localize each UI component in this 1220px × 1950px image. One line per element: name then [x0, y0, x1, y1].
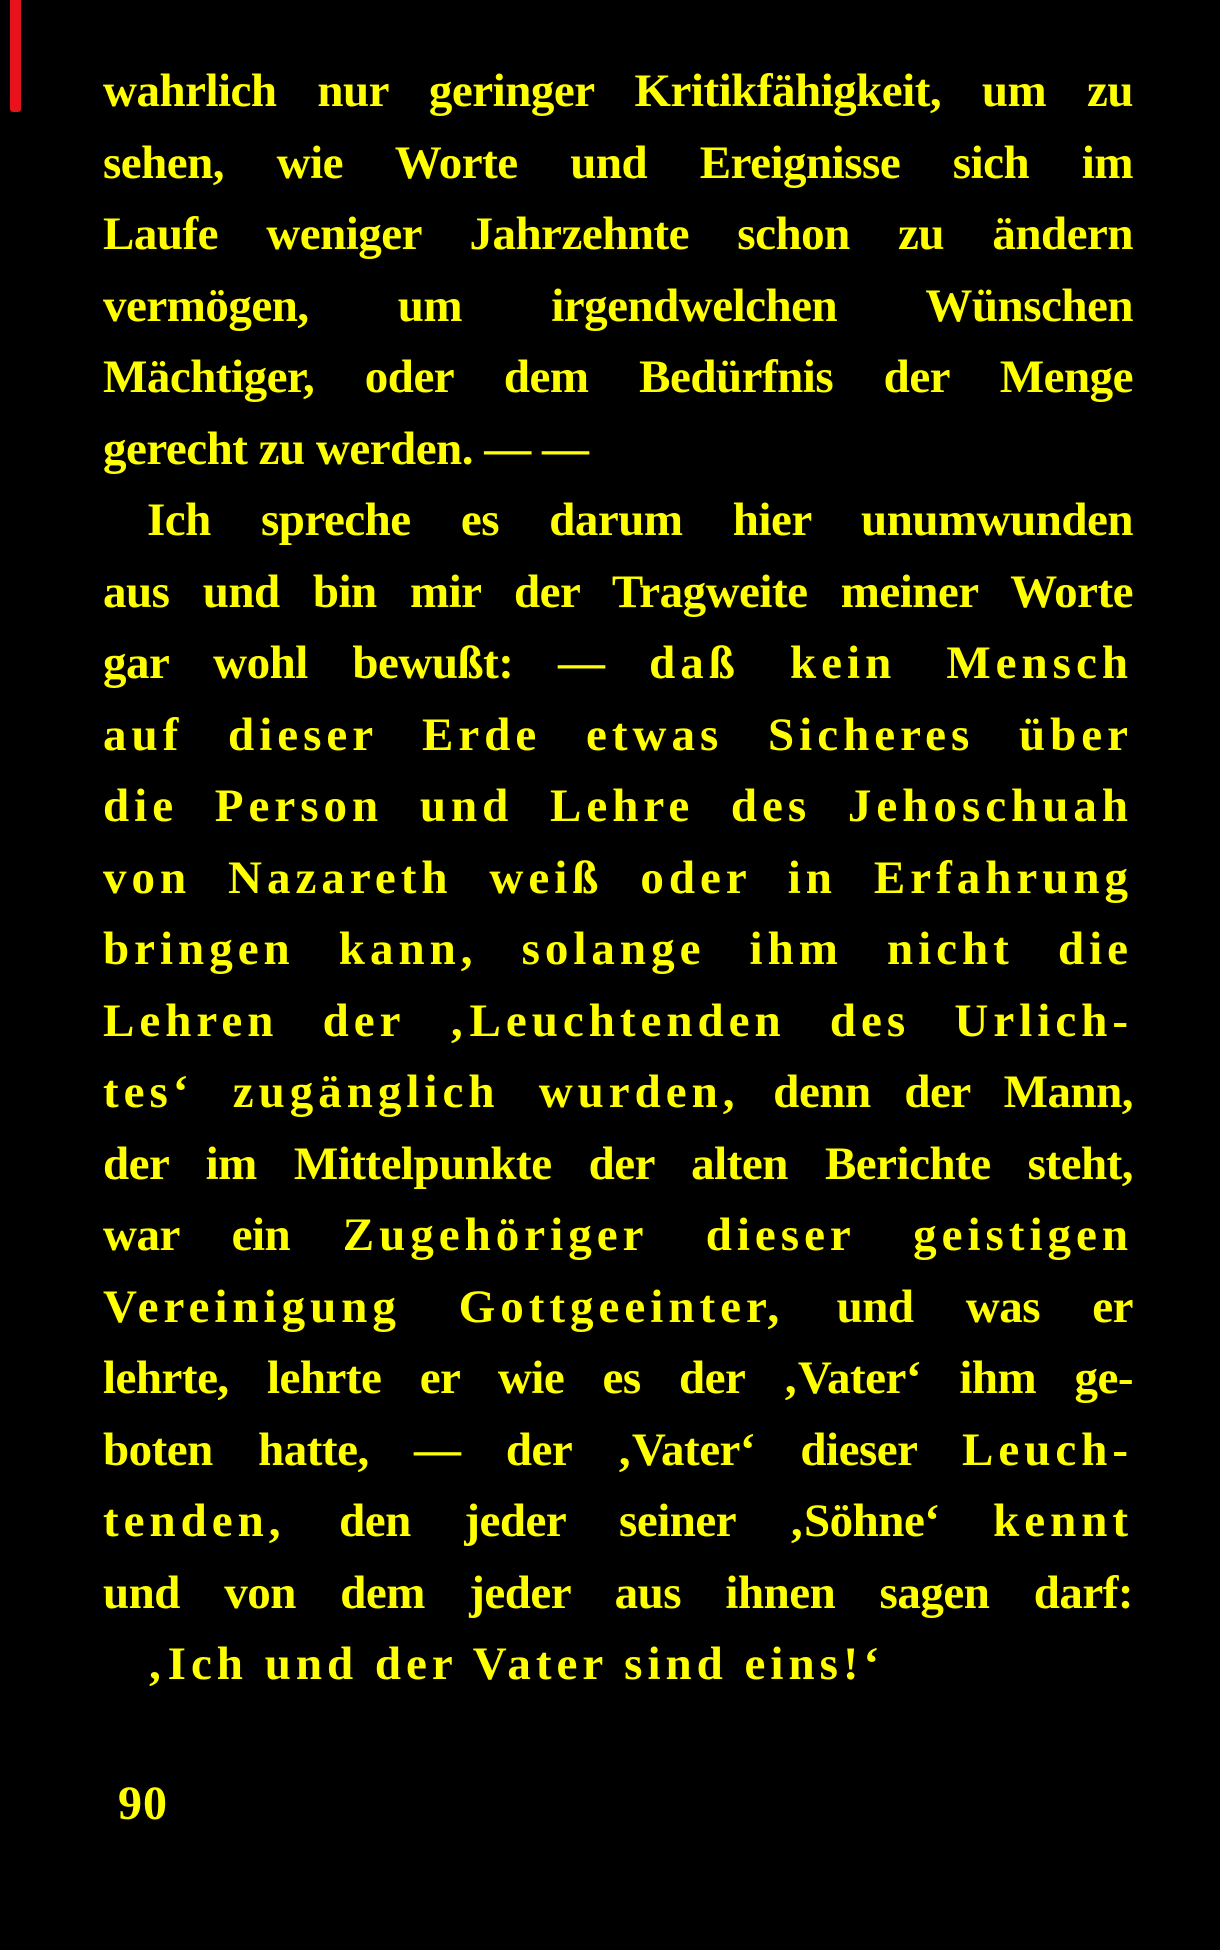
text-line [103, 56, 1133, 128]
emphasized-text-run: Zugehöriger dieser geistigen [342, 1209, 1133, 1261]
text-line [103, 557, 1133, 629]
emphasized-text-run: Lehren der ‚Leuchtenden des Urlich- [103, 994, 1133, 1047]
text-run: war ein [103, 1209, 343, 1261]
emphasized-text-run: daß kein Mensch [649, 637, 1133, 689]
emphasized-text-run: Leuch- [962, 1423, 1133, 1476]
text-run: boten hatte, — der ‚Vater‘ dieser [103, 1423, 962, 1476]
emphasized-text-run: auf dieser Erde etwas Sicheres über [103, 708, 1133, 761]
text-line [103, 1272, 1133, 1344]
text-line [103, 700, 1133, 772]
text-line [103, 628, 1133, 700]
text-line [103, 1629, 1133, 1701]
text-line [103, 986, 1133, 1058]
page-number: 90 [118, 1777, 168, 1830]
text-run: Laufe weniger Jahrzehnte schon zu ändern [103, 208, 1133, 260]
text-run: Mächtiger, oder dem Bedürfnis der Menge [103, 351, 1133, 403]
text-run: der im Mittelpunkte der alten Berichte steht, [103, 1137, 1133, 1190]
text-line [103, 914, 1133, 986]
text-line [103, 1057, 1133, 1129]
text-line [103, 128, 1133, 200]
text-line [103, 1200, 1133, 1272]
text-line [103, 199, 1133, 271]
text-line [103, 342, 1133, 414]
text-line [103, 1415, 1133, 1487]
emphasized-text-run: die Person und Lehre des Jehoschuah [103, 780, 1133, 832]
text-run: vermögen, um irgendwelchen Wünschen [103, 279, 1133, 332]
text-run: sehen, wie Worte und Ereignisse sich im [103, 136, 1133, 189]
text-run: lehrte, lehrte er wie es der ‚Vater‘ ihm ge- [103, 1352, 1133, 1404]
emphasized-text-run: kennt [993, 1495, 1133, 1547]
text-run: den jeder seiner ‚Söhne‘ [285, 1495, 994, 1547]
text-run: wahrlich nur geringer Kritikfähigkeit, um zu [103, 65, 1133, 117]
text-line [103, 1343, 1133, 1415]
text-line [103, 771, 1133, 843]
emphasized-text-run: bringen kann, solange ihm nicht die [103, 923, 1133, 975]
text-line [103, 1486, 1133, 1558]
emphasized-text-run: tes‘ zugänglich wurden, [103, 1066, 740, 1118]
emphasized-text-run: von Nazareth weiß oder in Erfahrung [103, 851, 1133, 904]
text-line [103, 843, 1133, 915]
text-block [103, 56, 1133, 1701]
text-run: und was er [784, 1280, 1134, 1333]
text-run: denn der Mann, [739, 1066, 1133, 1118]
text-line [103, 1129, 1133, 1201]
text-run: und von dem jeder aus ihnen sagen darf: [103, 1566, 1133, 1619]
text-run: aus und bin mir der Tragweite meiner Worte [103, 565, 1133, 618]
emphasized-text-run: tenden, [103, 1495, 286, 1547]
red-margin-mark [10, 0, 21, 112]
text-line [103, 414, 1133, 486]
text-line [103, 485, 1133, 557]
text-run: gar wohl bewußt: — [103, 637, 650, 689]
text-line [103, 1558, 1133, 1630]
emphasized-text-run: ‚Ich und der Vater sind eins!‘ [147, 1638, 885, 1690]
emphasized-text-run: Vereinigung Gottgeeinter, [103, 1280, 785, 1333]
text-line [103, 271, 1133, 343]
text-run: Ich spreche es darum hier unumwunden [147, 494, 1133, 546]
text-run: gerecht zu werden. — — [103, 422, 589, 475]
